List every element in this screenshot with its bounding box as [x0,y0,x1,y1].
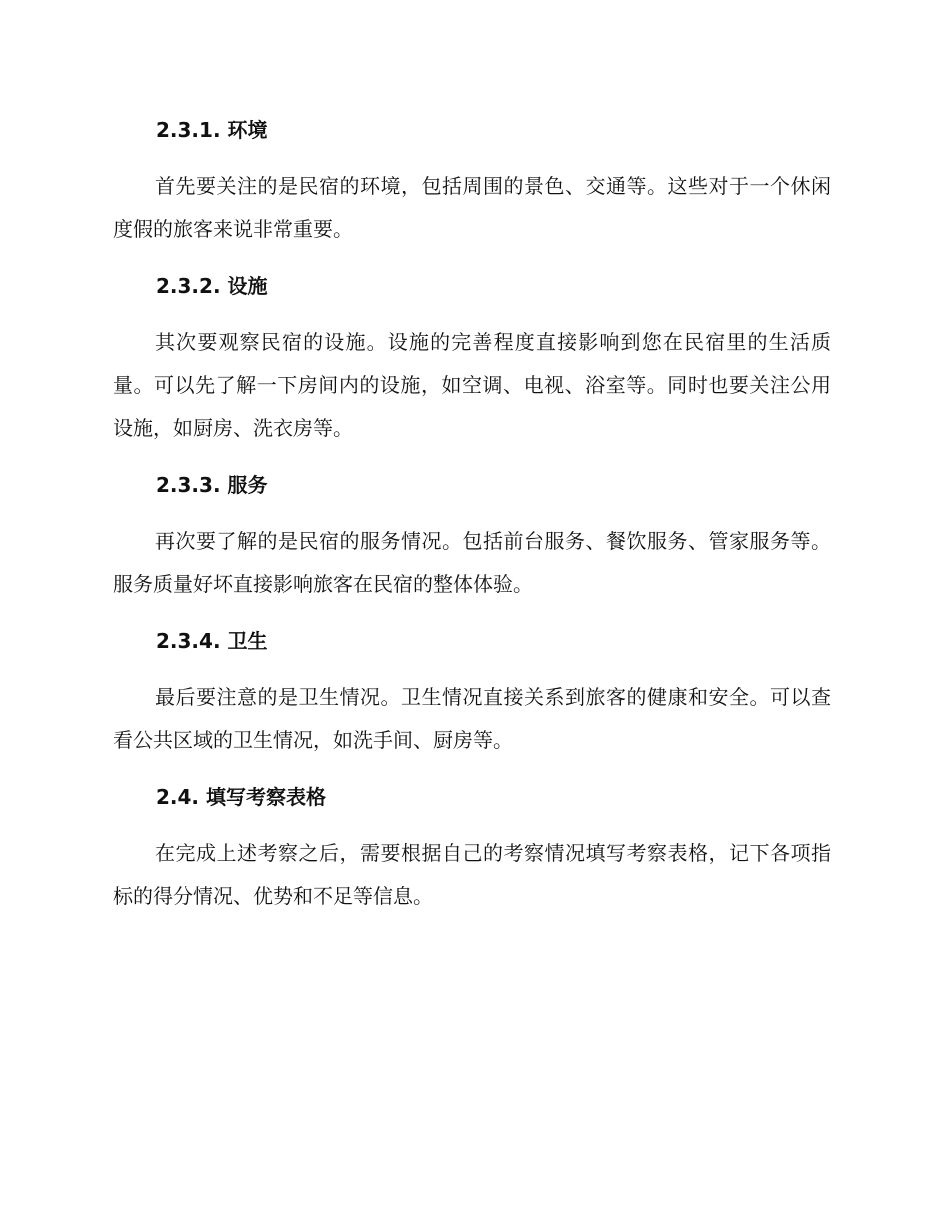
spacer [113,450,831,465]
spacer [113,762,831,777]
spacer [113,661,831,676]
spacer [113,150,831,165]
spacer [113,306,831,321]
spacer [113,817,831,832]
section-heading-service: 2.3.3. 服务 [156,473,268,497]
section-body-environment: 首先要关注的是民宿的环境，包括周围的景色、交通等。这些对于一个休闲度假的旅客来说非常重要。 [113,174,831,241]
section-heading-fill-form: 2.4. 填写考察表格 [156,785,326,809]
section-heading-hygiene: 2.3.4. 卫生 [156,629,268,653]
spacer [113,251,831,266]
spacer [113,505,831,520]
section-body-service: 再次要了解的是民宿的服务情况。包括前台服务、餐饮服务、管家服务等。服务质量好坏直接影响旅客在民宿的整体体验。 [113,529,831,596]
section-body-fill-form: 在完成上述考察之后，需要根据自己的考察情况填写考察表格，记下各项指标的得分情况、优势和不足等信息。 [113,841,831,908]
section-heading-environment: 2.3.1. 环境 [156,118,268,142]
document-content [113,110,831,918]
section-body-facilities: 其次要观察民宿的设施。设施的完善程度直接影响到您在民宿里的生活质量。可以先了解一下房间内的设施，如空调、电视、浴室等。同时也要关注公用设施，如厨房、洗衣房等。 [113,330,831,440]
section-heading-facilities: 2.3.2. 设施 [156,274,268,298]
section-body-hygiene: 最后要注意的是卫生情况。卫生情况直接关系到旅客的健康和安全。可以查看公共区域的卫生情况，如洗手间、厨房等。 [113,685,831,752]
spacer [113,606,831,621]
